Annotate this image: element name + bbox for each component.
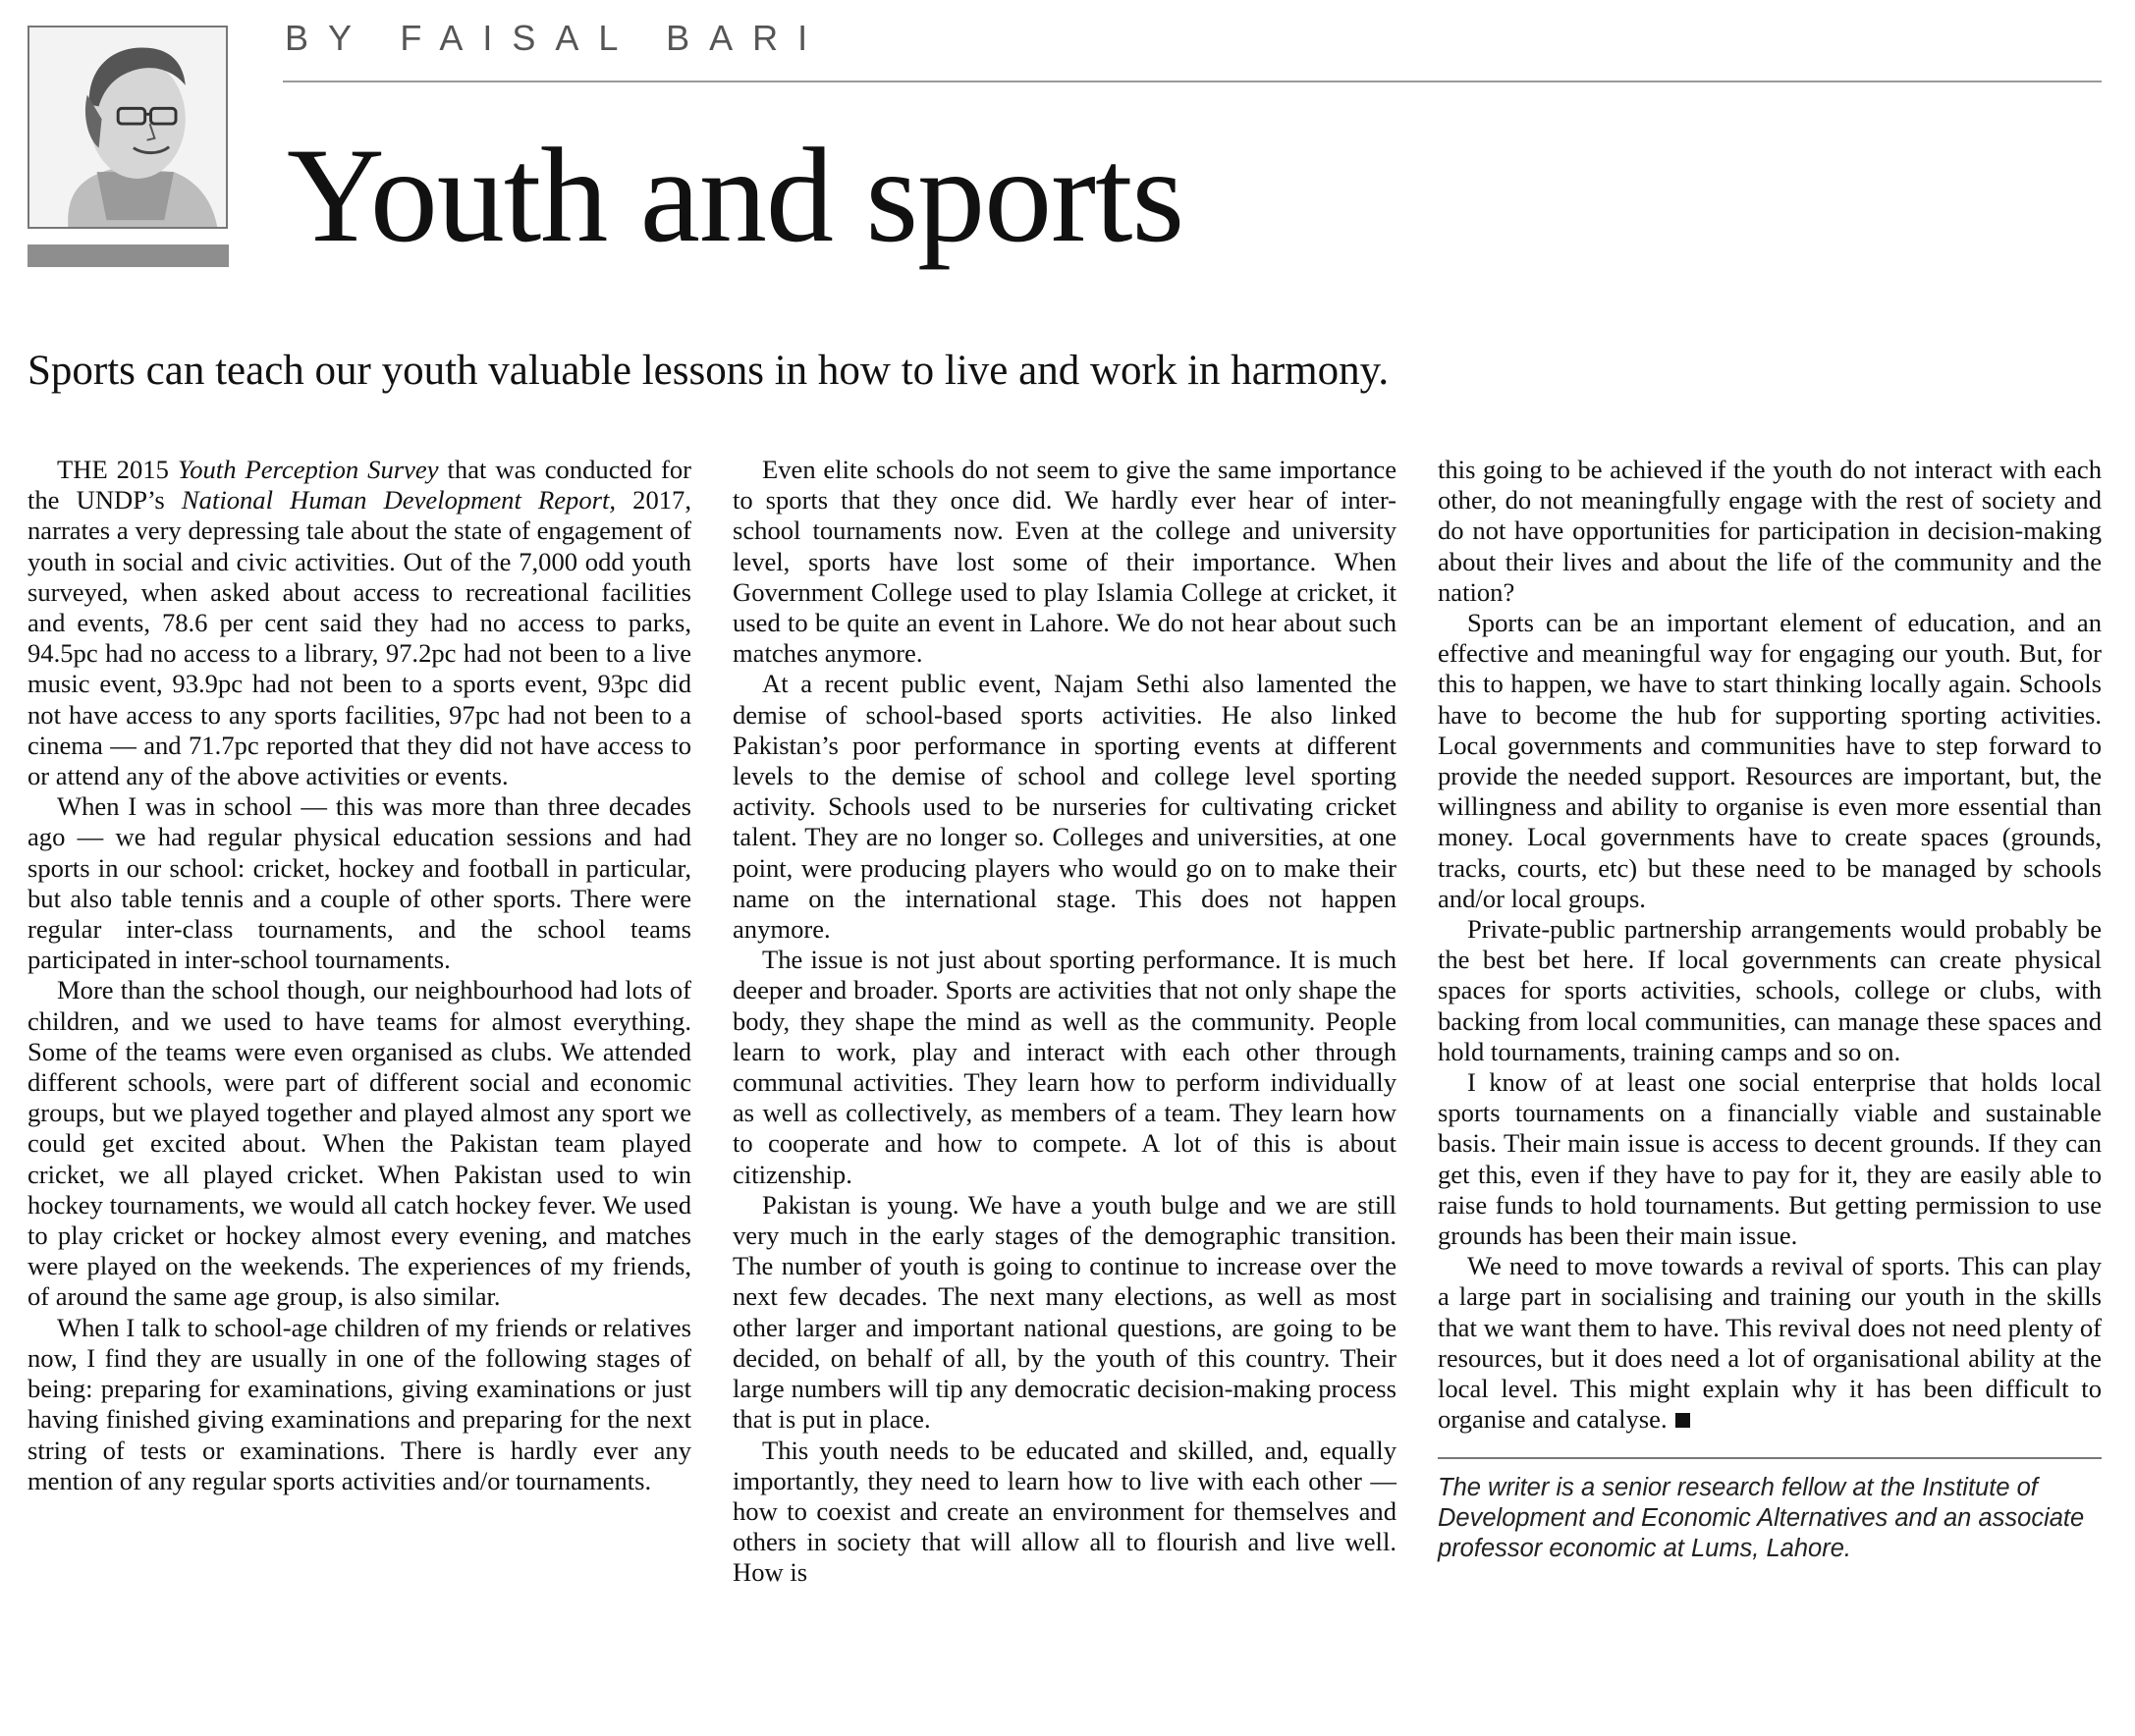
byline-rule: [283, 81, 2102, 82]
paragraph: THE 2015 Youth Perception Survey that was conducted for the UNDP’s National Human Development Report, 2017, narrates a very depressing tale about the state of engagement of youth in social and civic activities. Out of the 7,000 odd youth surveyed, when asked about access to recreational facilities and events, 78.6 per cent said they had no access to parks, 94.5pc had no access to a library, 97.2pc had not been to a live music event, 93.9pc had not been to a sports event, 93pc did not have access to any sports facilities, 97pc had not been to a cinema — and 71.7pc reported that they did not have access to or attend any of the above activities or events.: [27, 455, 691, 791]
paragraph: When I talk to school-age children of my friends or relatives now, I find they are usually in one of the following stages of being: preparing for examinations, giving examinations or just having finished giving examinations and preparing for the next string of tests or examinations. There is hardly ever any mention of any regular sports activities and/or tournaments.: [27, 1312, 691, 1495]
paragraph: I know of at least one social enterprise that holds local sports tournaments on a financially viable and sustainable basis. Their main issue is access to decent grounds. If they can get this, even if they have to pay for it, they are easily able to raise funds to hold tournaments. But getting permission to use grounds has been their main issue.: [1438, 1067, 2102, 1251]
portrait-accent-bar: [27, 244, 229, 267]
paragraph: Even elite schools do not seem to give the same importance to sports that they once did. We hardly ever hear of inter-school tournaments now. Even at the college and university level, sports have lost some of their importance. When Government College used to play Islamia College at cricket, it used to be quite an event in Lahore. We do not hear about such matches anymore.: [733, 455, 1396, 669]
bio-rule: [1438, 1457, 2102, 1459]
paragraph: Sports can be an important element of education, and an effective and meaningful way for engaging our youth. But, for this to happen, we have to start thinking locally again. Schools have to become the hub for supporting sporting activities. Local governments and communities have to step forward to provide the needed support. Resources are important, but, the willingness and ability to organise is even more essential than money. Local governments have to create spaces (grounds, tracks, courts, etc) but these need to be managed by schools and/or local groups.: [1438, 608, 2102, 913]
author-portrait-icon: [29, 27, 226, 227]
end-mark-icon: [1675, 1413, 1690, 1428]
article-column-1: [27, 455, 691, 1496]
article-column-2: [733, 455, 1396, 1589]
author-portrait: [27, 26, 228, 229]
paragraph: Pakistan is young. We have a youth bulge and we are still very much in the early stages of the demographic transition. The number of youth is going to continue to increase over the next few decades. The next many elections, as well as most other larger and important national questions, are going to be decided, on behalf of all, by the youth of this country. Their large numbers will tip any democratic decision-making process that is put in place.: [733, 1189, 1396, 1435]
article-column-3: [1438, 455, 2102, 1564]
paragraph: More than the school though, our neighbourhood had lots of children, and we used to have teams for almost everything. Some of the teams were even organised as clubs. We attended different schools, were part of different social and economic groups, but we played together and played almost any sport we could get excited about. When the Pakistan team played cricket, we all played cricket. When Pakistan used to win hockey tournaments, we would all catch hockey fever. We used to play cricket or hockey almost every evening, and matches were played on the weekends. The experiences of my friends, of around the same age group, is also similar.: [27, 975, 691, 1312]
paragraph: At a recent public event, Najam Sethi also lamented the demise of school-based sports activities. He also linked Pakistan’s poor performance in sporting events at different levels to the demise of school and college level sporting activity. Schools used to be nurseries for cultivating cricket talent. They are no longer so. Colleges and universities, at one point, were producing players who would go on to make their name on the international stage. This does not happen anymore.: [733, 669, 1396, 945]
paragraph: When I was in school — this was more than three decades ago — we had regular physical education sessions and had sports in our school: cricket, hockey and football in particular, but also table tennis and a couple of other sports. There were regular inter-class tournaments, and the school teams participated in inter-school tournaments.: [27, 791, 691, 975]
paragraph: We need to move towards a revival of sports. This can play a large part in socialising and training our youth in the skills that we want them to have. This revival does not need plenty of resources, but it does need a lot of organisational ability at the local level. This might explain why it has been difficult to organise and catalyse.: [1438, 1251, 2102, 1435]
paragraph: The issue is not just about sporting performance. It is much deeper and broader. Sports are activities that not only shape the body, they shape the mind as well as the community. People learn to work, play and interact with each other through communal activities. They learn how to perform individually as well as collectively, as members of a team. They learn how to cooperate and how to compete. A lot of this is about citizenship.: [733, 945, 1396, 1189]
author-bio: The writer is a senior research fellow at the Institute of Development and Economic Alternatives and an associate professor economic at Lums, Lahore.: [1438, 1473, 2085, 1562]
paragraph: this going to be achieved if the youth do not interact with each other, do not meaningfully engage with the rest of society and do not have opportunities for participation in decision-making about their lives and about the life of the community and the nation?: [1438, 455, 2102, 607]
paragraph: This youth needs to be educated and skilled, and, equally importantly, they need to learn how to live with each other — how to coexist and create an environment for themselves and others in society that will allow all to flourish and live well. How is: [733, 1435, 1396, 1588]
byline: BY FAISAL BARI: [285, 18, 828, 58]
paragraph: Private-public partnership arrangements would probably be the best bet here. If local governments can create physical spaces for sports activities, schools, college or clubs, with backing from local communities, can manage these spaces and hold tournaments, training camps and so on.: [1438, 914, 2102, 1066]
headline: Youth and sports: [287, 120, 1184, 270]
standfirst: Sports can teach our youth valuable lessons in how to live and work in harmony.: [27, 348, 1390, 394]
